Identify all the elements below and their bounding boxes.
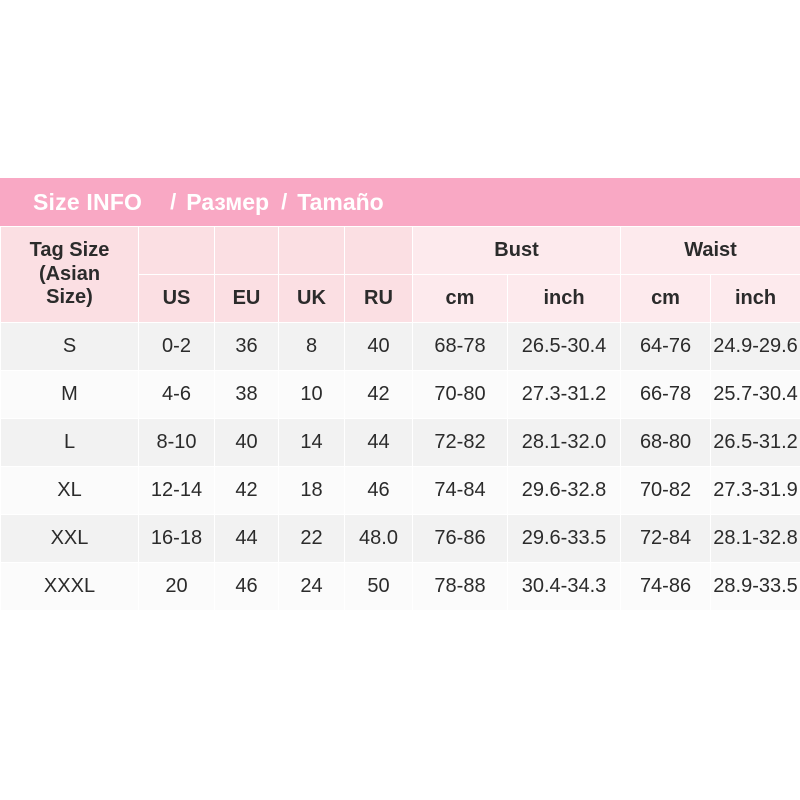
cell-size: XL (1, 467, 139, 515)
cell-ru: 42 (345, 371, 413, 419)
cell-bust-inch: 26.5-30.4 (508, 323, 621, 371)
table-row (1, 563, 800, 611)
header-ru: RU (345, 275, 413, 323)
cell-bust-cm: 68-78 (413, 323, 508, 371)
cell-eu: 44 (215, 515, 279, 563)
header-eu-spacer (215, 227, 279, 275)
cell-waist-cm: 68-80 (621, 419, 711, 467)
cell-us: 4-6 (139, 371, 215, 419)
title-main: Size INFO (33, 188, 143, 215)
cell-us: 12-14 (139, 467, 215, 515)
table-body (1, 323, 800, 611)
title-russian: Размер (186, 188, 270, 215)
header-bust-group: Bust (413, 227, 621, 275)
title-spanish: Tamaño (297, 188, 384, 215)
header-us-spacer (139, 227, 215, 275)
header-us: US (139, 275, 215, 323)
cell-us: 20 (139, 563, 215, 611)
header-tag-size-line2: (Asian (38, 262, 101, 285)
cell-bust-inch: 30.4-34.3 (508, 563, 621, 611)
cell-us: 8-10 (139, 419, 215, 467)
cell-uk: 10 (279, 371, 345, 419)
table-row (1, 419, 800, 467)
title-separator-2: / (281, 189, 288, 214)
cell-ru: 50 (345, 563, 413, 611)
cell-bust-cm: 74-84 (413, 467, 508, 515)
cell-bust-cm: 70-80 (413, 371, 508, 419)
cell-bust-inch: 29.6-32.8 (508, 467, 621, 515)
header-bust-cm: cm (413, 275, 508, 323)
header-tag-size-line3: Size) (46, 286, 93, 309)
header-waist-cm: cm (621, 275, 711, 323)
cell-waist-inch: 27.3-31.9 (711, 467, 800, 515)
cell-eu: 46 (215, 563, 279, 611)
title-separator-1: / (170, 189, 177, 214)
cell-us: 16-18 (139, 515, 215, 563)
cell-ru: 48.0 (345, 515, 413, 563)
header-tag-size (1, 227, 139, 323)
header-eu: EU (215, 275, 279, 323)
cell-size: L (1, 419, 139, 467)
cell-waist-inch: 25.7-30.4 (711, 371, 800, 419)
cell-uk: 8 (279, 323, 345, 371)
cell-waist-inch: 24.9-29.6 (711, 323, 800, 371)
cell-size: XXL (1, 515, 139, 563)
header-uk: UK (279, 275, 345, 323)
cell-ru: 44 (345, 419, 413, 467)
cell-waist-inch: 28.1-32.8 (711, 515, 800, 563)
cell-uk: 24 (279, 563, 345, 611)
table-row (1, 515, 800, 563)
cell-ru: 46 (345, 467, 413, 515)
header-ru-spacer (345, 227, 413, 275)
size-chart-table (0, 226, 800, 611)
cell-eu: 42 (215, 467, 279, 515)
cell-uk: 18 (279, 467, 345, 515)
cell-waist-cm: 66-78 (621, 371, 711, 419)
cell-size: XXXL (1, 563, 139, 611)
cell-ru: 40 (345, 323, 413, 371)
cell-uk: 22 (279, 515, 345, 563)
cell-waist-inch: 28.9-33.5 (711, 563, 800, 611)
cell-waist-cm: 74-86 (621, 563, 711, 611)
table-header (1, 227, 800, 323)
cell-eu: 36 (215, 323, 279, 371)
cell-bust-cm: 72-82 (413, 419, 508, 467)
header-tag-size-line1: Tag Size (29, 239, 110, 262)
header-waist-inch: inch (711, 275, 800, 323)
cell-eu: 40 (215, 419, 279, 467)
cell-waist-cm: 70-82 (621, 467, 711, 515)
cell-bust-inch: 28.1-32.0 (508, 419, 621, 467)
table-row (1, 371, 800, 419)
cell-bust-inch: 29.6-33.5 (508, 515, 621, 563)
cell-waist-inch: 26.5-31.2 (711, 419, 800, 467)
header-bust-inch: inch (508, 275, 621, 323)
cell-uk: 14 (279, 419, 345, 467)
cell-bust-inch: 27.3-31.2 (508, 371, 621, 419)
cell-bust-cm: 78-88 (413, 563, 508, 611)
cell-waist-cm: 72-84 (621, 515, 711, 563)
cell-size: S (1, 323, 139, 371)
cell-us: 0-2 (139, 323, 215, 371)
cell-waist-cm: 64-76 (621, 323, 711, 371)
header-waist-group: Waist (621, 227, 800, 275)
cell-size: M (1, 371, 139, 419)
table-row (1, 467, 800, 515)
cell-bust-cm: 76-86 (413, 515, 508, 563)
size-info-title-bar (0, 178, 800, 226)
table-row (1, 323, 800, 371)
table-header-row-1 (1, 227, 800, 275)
header-uk-spacer (279, 227, 345, 275)
cell-eu: 38 (215, 371, 279, 419)
